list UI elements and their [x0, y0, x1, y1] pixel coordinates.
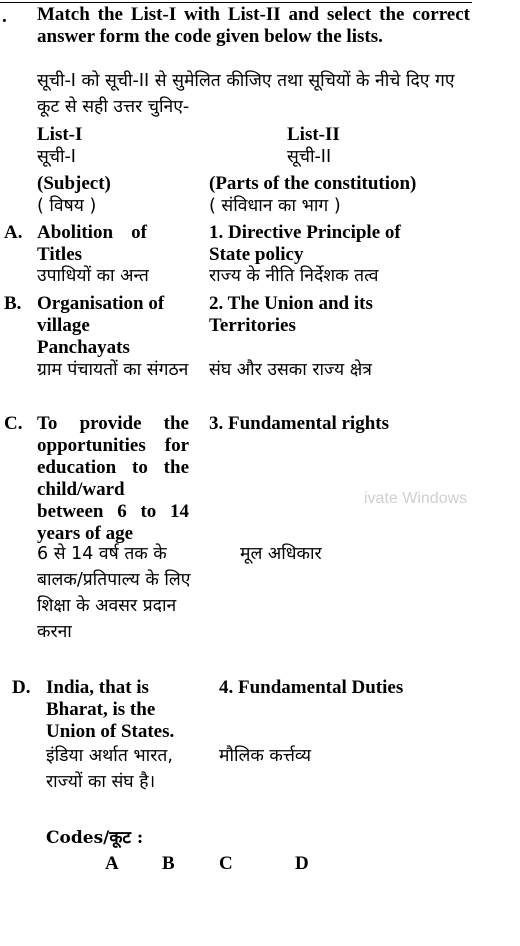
codes-label: Codes/कूट :: [46, 828, 144, 848]
row-c-subject-hindi: 6 से 14 वर्ष तक के बालक/प्रतिपाल्य के लिए शिक्षा के अवसर प्रदान करना: [37, 544, 191, 642]
row-a-subject-hindi: उपाधियों का अन्त: [37, 266, 149, 286]
row-a-subject: Abolition of Titles: [37, 222, 147, 265]
row-d-subject-hindi: इंडिया अर्थात भारत, राज्यों का संघ है।: [46, 746, 173, 792]
list2-heading-hindi: सूची-II: [287, 147, 332, 167]
row-b-subject: Organisation of village Panchayats: [37, 293, 165, 358]
question-number: .: [2, 6, 7, 27]
row-c-letter: C.: [4, 413, 23, 434]
list1-heading: List-I: [37, 124, 83, 145]
row-d-part-hindi: मौलिक कर्त्तव्य: [219, 746, 312, 766]
code-column-a: A: [105, 853, 119, 874]
subject-heading-hindi: ( विषय ): [37, 196, 97, 216]
row-c-part-hindi: मूल अधिकार: [240, 544, 322, 564]
code-column-c: C: [219, 853, 233, 874]
subject-heading: (Subject): [37, 173, 111, 194]
parts-heading-hindi: ( संविधान का भाग ): [209, 196, 341, 216]
row-a-part-hindi: राज्य के नीति निर्देशक तत्व: [209, 266, 379, 286]
code-column-d: D: [295, 853, 309, 874]
row-a-letter: A.: [4, 222, 23, 243]
instruction-english: Match the List-I with List-II and select the correct answer form the code given below the lists.: [37, 4, 470, 47]
top-rule: [0, 2, 472, 3]
activate-windows-watermark: ivate Windows: [364, 490, 468, 507]
row-d-subject: India, that is Bharat, is the Union of States.: [46, 677, 175, 742]
parts-heading: (Parts of the constitution): [209, 173, 417, 194]
row-b-part-hindi: संघ और उसका राज्य क्षेत्र: [209, 360, 372, 380]
row-d-part: 4. Fundamental Duties: [219, 677, 404, 698]
list2-heading: List-II: [287, 124, 340, 145]
row-b-letter: B.: [4, 293, 22, 314]
row-a-part: 1. Directive Principle of State policy: [209, 222, 401, 265]
row-c-subject: To provide the opportunities for education to the child/ward between 6 to 14 years of age: [37, 413, 189, 544]
code-column-b: B: [162, 853, 175, 874]
row-c-part: 3. Fundamental rights: [209, 413, 389, 434]
list1-heading-hindi: सूची-I: [37, 147, 76, 167]
instruction-hindi: सूची-I को सूची-II से सुमेलित कीजिए तथा सूचियों के नीचे दिए गए कूट से सही उत्तर चुनिए-: [37, 71, 455, 117]
row-d-letter: D.: [12, 677, 31, 698]
row-b-part: 2. The Union and its Territories: [209, 293, 373, 336]
row-b-subject-hindi: ग्राम पंचायतों का संगठन: [37, 360, 189, 380]
